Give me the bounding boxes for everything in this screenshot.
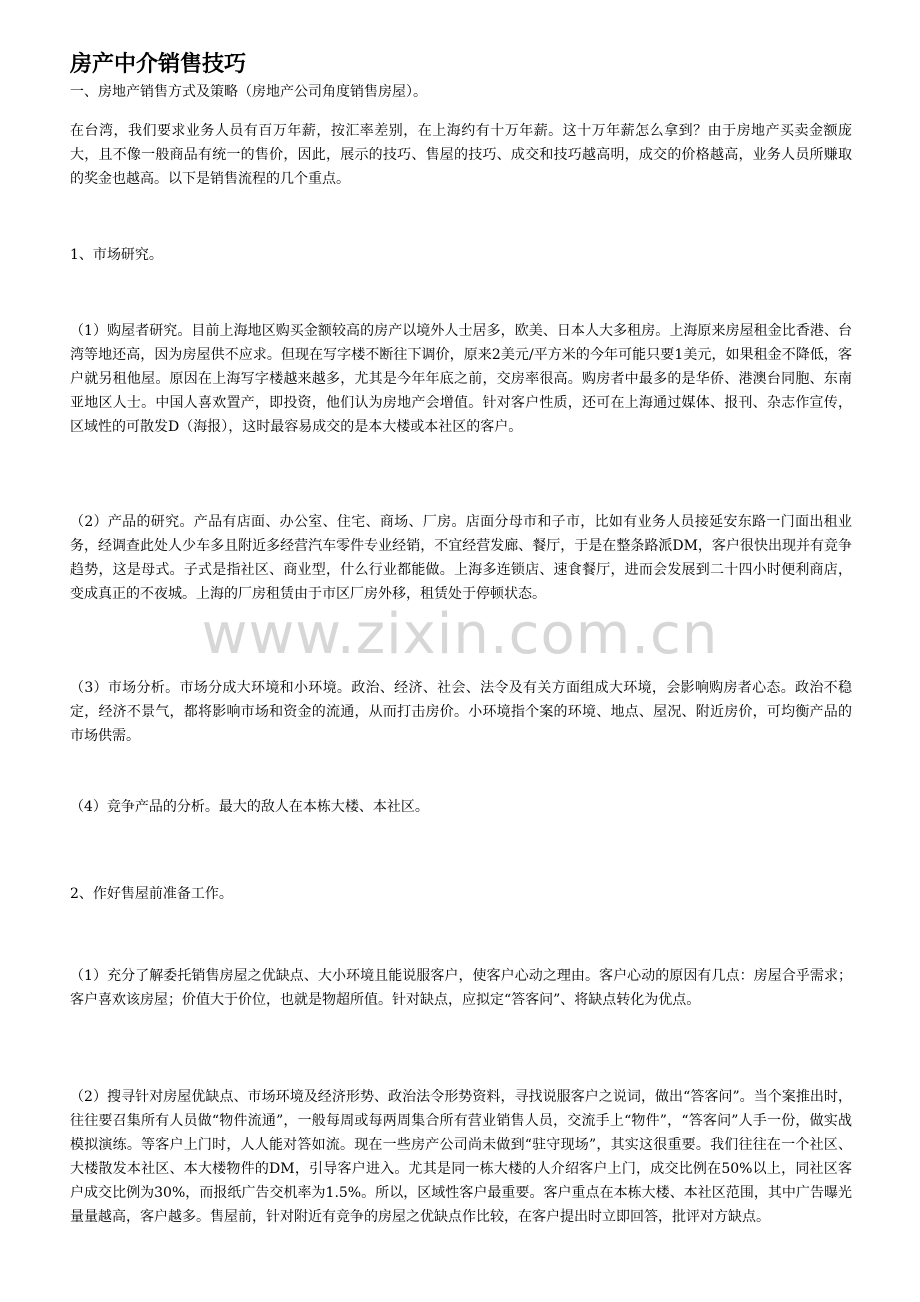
- section-1-heading: 1、市场研究。: [70, 247, 163, 263]
- document-title: 房产中介销售技巧: [70, 52, 247, 77]
- section-1-paragraph-4: （4）竞争产品的分析。最大的敌人在本栋大楼、本社区。: [70, 799, 429, 815]
- section-1-paragraph-1: （1）购屋者研究。目前上海地区购买金额较高的房产以境外人士居多，欧美、日本人大多租房。上海原来房屋租金比香港、台湾等地还高，因为房屋供不应求。但现在写字楼不断往下调价，原来2美元/平方米的今年可能只要1美元，如果租金不降低，客户就另租他屋。原因在上海写字楼越来越多，尤其是今年年底之前，交房率很高。购房者中最多的是华侨、港澳台同胞、东南亚地区人士。中国人喜欢置产，即投资，他们认为房地产会增值。针对客户性质，还可在上海通过媒体、报刊、杂志作宣传，区域性的可散发D（海报），这时最容易成交的是本大楼或本社区的客户。: [70, 323, 852, 435]
- watermark: www.zixin.com.cn: [201, 602, 719, 667]
- section-subtitle: 一、房地产销售方式及策略（房地产公司角度销售房屋）。: [70, 84, 427, 100]
- intro-paragraph: 在台湾，我们要求业务人员有百万年薪，按汇率差别，在上海约有十万年薪。这十万年薪怎么拿到？由于房地产买卖金额庞大，且不像一般商品有统一的售价，因此，展示的技巧、售屋的技巧、成交和技巧越高明，成交的价格越高，业务人员所赚取的奖金也越高。以下是销售流程的几个重点。: [70, 123, 852, 187]
- section-2-heading: 2、作好售屋前准备工作。: [70, 886, 233, 902]
- section-2-paragraph-1: （1）充分了解委托销售房屋之优缺点、大小环境且能说服客户，使客户心动之理由。客户心动的原因有几点：房屋合乎需求；客户喜欢该房屋；价值大于价位，也就是物超所值。针对缺点，应拟定“答客问”、将缺点转化为优点。: [70, 968, 852, 1008]
- section-2-paragraph-2: （2）搜寻针对房屋优缺点、市场环境及经济形势、政治法令形势资料，寻找说服客户之说词，做出“答客问”。当个案推出时，往往要召集所有人员做“物件流通”，一般每周或每两周集合所有营业销售人员，交流手上“物件”，“答客问”人手一份，做实战模拟演练。等客户上门时，人人能对答如流。现在一些房产公司尚未做到“驻守现场”，其实这很重要。我们往往在一个社区、大楼散发本社区、本大楼物件的DM，引导客户进入。尤其是同一栋大楼的人介绍客户上门，成交比例在50%以上，同社区客户成交比例为30%，而报纸广告交机率为1.5%。所以，区域性客户最重要。客户重点在本栋大楼、本社区范围，其中广告曝光量量越高，客户越多。售屋前，针对附近有竞争的房屋之优缺点作比较，在客户提出时立即回答，批评对方缺点。: [70, 1089, 852, 1225]
- section-1-paragraph-2: （2）产品的研究。产品有店面、办公室、住宅、商场、厂房。店面分母市和子市，比如有业务人员接延安东路一门面出租业务，经调查此处人少车多且附近多经营汽车零件专业经销，不宜经营发廊、餐厅，于是在整条路派DM，客户很快出现并有竞争趋势，这是母式。子式是指社区、商业型，什么行业都能做。上海多连锁店、速食餐厅，进而会发展到二十四小时便利商店，变成真正的不夜城。上海的厂房租赁由于市区厂房外移，租赁处于停顿状态。: [70, 514, 852, 602]
- section-1-paragraph-3: （3）市场分析。市场分成大环境和小环境。政治、经济、社会、法令及有关方面组成大环境，会影响购房者心态。政治不稳定，经济不景气，都将影响市场和资金的流通，从而打击房价。小环境指个案的环境、地点、屋况、附近房价，可均衡产品的市场供需。: [70, 680, 852, 744]
